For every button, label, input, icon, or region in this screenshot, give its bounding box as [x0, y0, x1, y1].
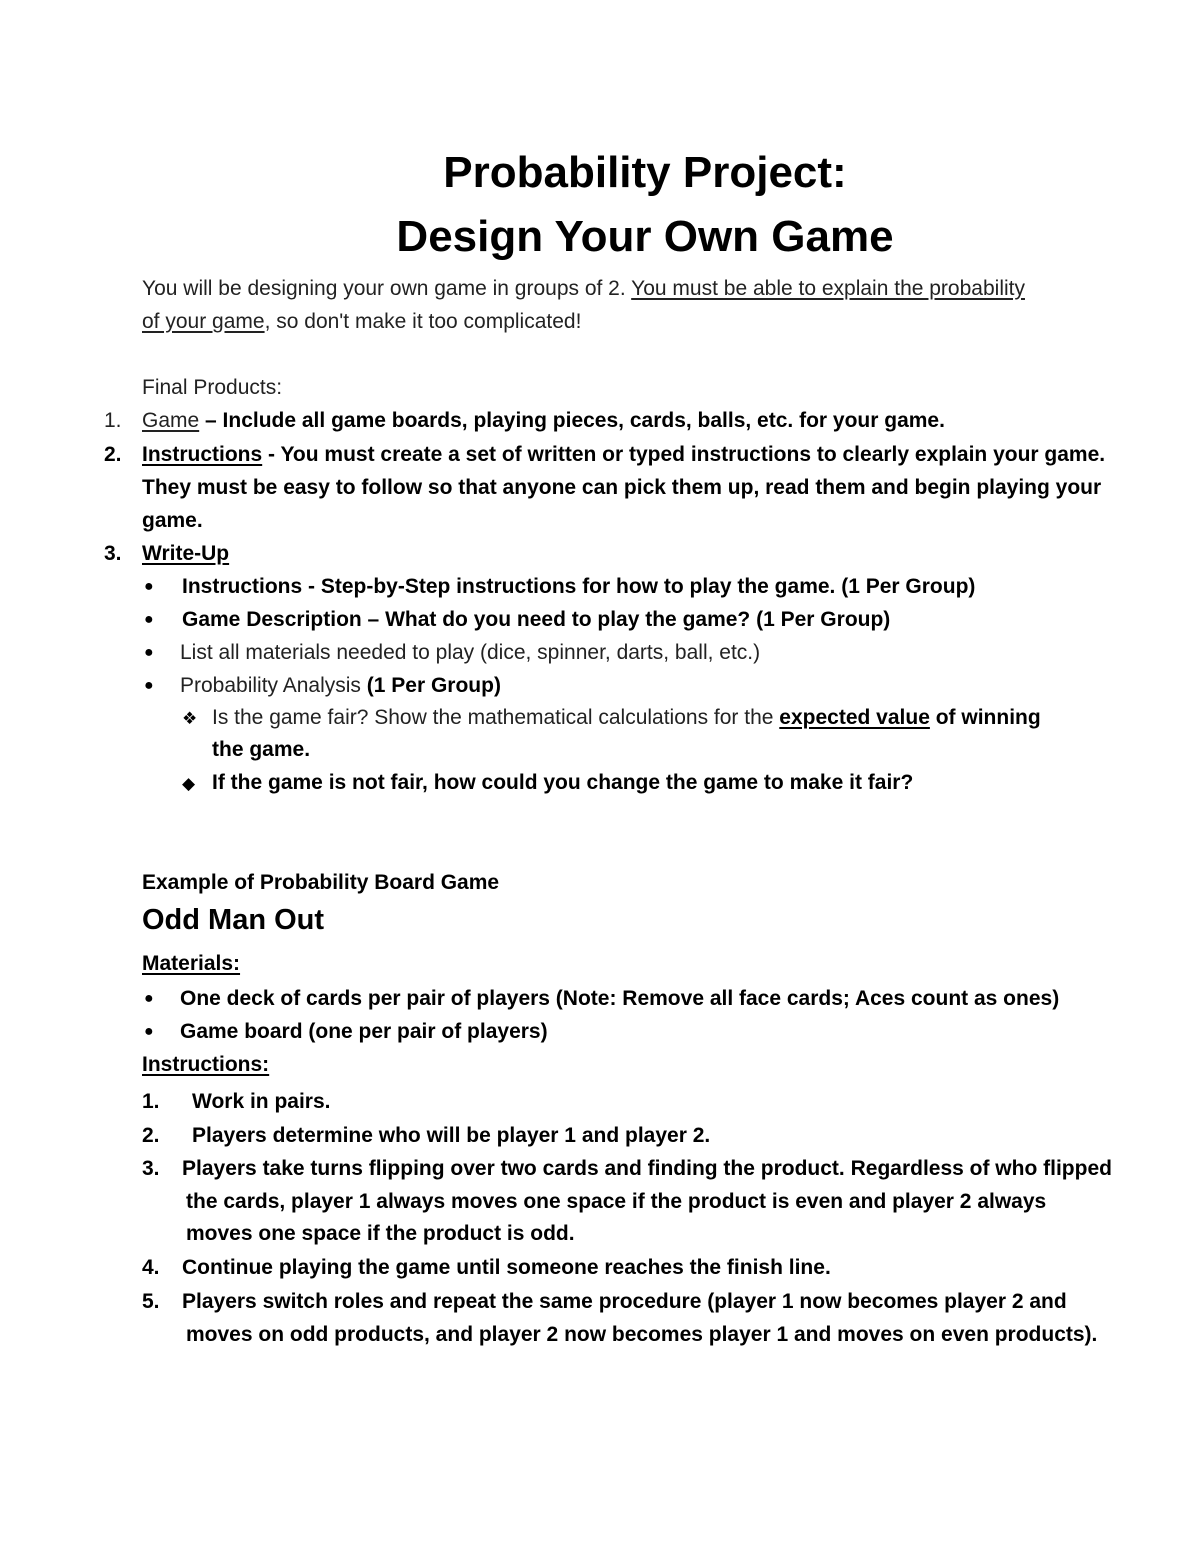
product-term-game: Game	[142, 409, 200, 432]
product-num-1: 1.	[104, 409, 122, 432]
step-text-4: Continue playing the game until someone reaches the finish line.	[182, 1256, 831, 1279]
writeup-item-2	[182, 604, 890, 636]
analysis-item-2: If the game is not fair, how could you change the game to make it fair?	[212, 771, 914, 794]
intro-line-2	[142, 306, 581, 338]
intro-text-cont: , so don't make it too complicated!	[264, 310, 582, 333]
diamond-icon: ◆	[182, 774, 196, 793]
analysis-text-1-post: of winning	[929, 706, 1041, 729]
analysis-emphasis: expected value	[779, 706, 930, 729]
intro-text: You will be designing your own game in groups of 2.	[142, 277, 632, 300]
writeup-text-2: Game Description – What do you need to play the game?	[182, 608, 757, 631]
bullet-icon: ●	[144, 644, 154, 661]
product-item-2	[142, 439, 1105, 471]
bullet-icon: ●	[144, 611, 154, 628]
writeup-text-1: Instructions - Step-by-Step instructions for how to play the game.	[182, 575, 842, 598]
product-num-3: 3.	[104, 542, 122, 565]
instructions-heading: Instructions:	[142, 1053, 270, 1076]
page-title: Probability Project:	[443, 148, 847, 197]
step-num-3: 3.	[142, 1157, 160, 1180]
bullet-icon: ●	[144, 677, 154, 694]
intro-emphasis: You must be able to explain the probability	[631, 277, 1025, 300]
page-subtitle: Design Your Own Game	[396, 212, 894, 261]
materials-heading: Materials:	[142, 952, 241, 975]
product-desc-instructions: - You must create a set of written or typed instructions to clearly explain your game.	[262, 443, 1106, 466]
analysis-text-1: Is the game fair? Show the mathematical calculations for the	[212, 706, 780, 729]
product-desc-instructions-cont1: They must be easy to follow so that anyone can pick them up, read them and begin playing your	[142, 476, 1102, 499]
material-item-2: Game board (one per pair of players)	[180, 1020, 548, 1043]
product-term-instructions: Instructions	[142, 443, 263, 466]
step-text-3-cont2: moves one space if the product is odd.	[186, 1222, 575, 1245]
intro-emphasis-cont: of your game	[142, 310, 265, 333]
bullet-icon: ●	[144, 1023, 154, 1040]
analysis-item-1-cont: the game.	[212, 738, 311, 761]
step-text-2: Players determine who will be player 1 and player 2.	[192, 1124, 711, 1147]
writeup-item-1	[182, 571, 975, 603]
material-item-1: One deck of cards per pair of players (Note: Remove all face cards; Aces count as ones)	[180, 987, 1060, 1010]
step-text-3: Players take turns flipping over two cards and finding the product. Regardless of who flipped	[182, 1157, 1112, 1180]
writeup-item-4	[180, 670, 501, 702]
step-num-2: 2.	[142, 1124, 160, 1147]
step-text-5: Players switch roles and repeat the same procedure (player 1 now becomes player 2 and	[182, 1290, 1067, 1313]
bullet-icon: ●	[144, 578, 154, 595]
writeup-text-4: Probability Analysis	[180, 674, 367, 697]
product-num-2: 2.	[104, 443, 122, 466]
diamond-star-icon: ❖	[182, 709, 198, 728]
intro-line-1	[142, 273, 1025, 305]
product-desc-instructions-cont2: game.	[142, 509, 203, 532]
step-num-1: 1.	[142, 1090, 160, 1113]
final-products-heading: Final Products:	[142, 376, 283, 399]
step-num-5: 5.	[142, 1290, 160, 1313]
step-text-1: Work in pairs.	[192, 1090, 331, 1113]
writeup-note-2: (1 Per Group)	[756, 608, 891, 631]
example-label: Example of Probability Board Game	[142, 871, 500, 894]
writeup-item-3: List all materials needed to play (dice, spinner, darts, ball, etc.)	[180, 641, 761, 664]
step-num-4: 4.	[142, 1256, 160, 1279]
step-text-5-cont: moves on odd products, and player 2 now becomes player 1 and moves on even products).	[186, 1323, 1098, 1346]
product-item-1	[142, 405, 945, 437]
analysis-item-1	[212, 702, 1041, 734]
bullet-icon: ●	[144, 990, 154, 1007]
writeup-note-1: (1 Per Group)	[841, 575, 976, 598]
writeup-note-4: (1 Per Group)	[366, 674, 501, 697]
step-text-3-cont1: the cards, player 1 always moves one space if the product is even and player 2 always	[186, 1190, 1047, 1213]
product-term-writeup: Write-Up	[142, 542, 230, 565]
product-desc-game: – Include all game boards, playing pieces, cards, balls, etc. for your game.	[199, 409, 945, 432]
example-title: Odd Man Out	[142, 904, 325, 936]
